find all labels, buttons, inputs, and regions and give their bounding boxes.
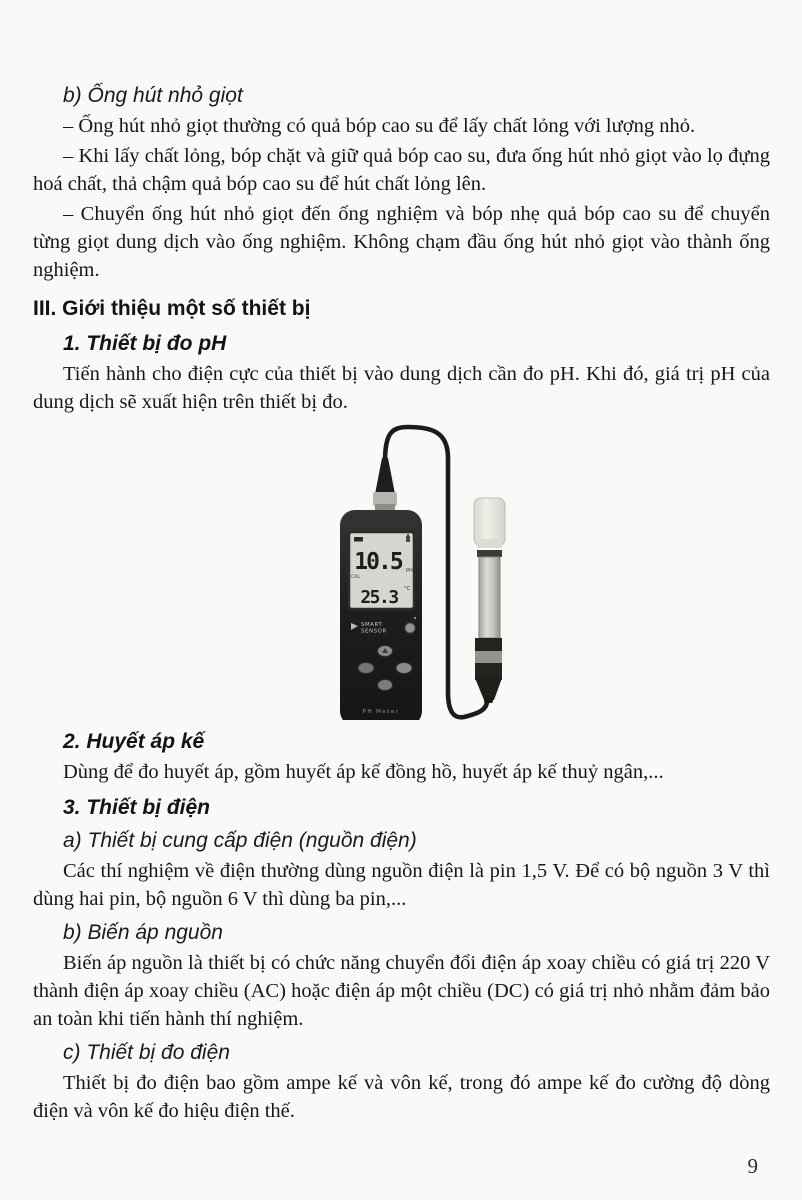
meter-connector-cone — [375, 458, 395, 494]
heading-section-3: III. Giới thiệu một số thiết bị — [33, 297, 311, 320]
probe-tip — [484, 697, 493, 703]
heading-blood-pressure: 2. Huyết áp kế — [63, 730, 205, 753]
dpad-right-button — [396, 663, 412, 674]
heading-measuring: c) Thiết bị đo điện — [63, 1041, 230, 1064]
probe-cap-ring — [477, 550, 502, 557]
probe-glass-tube — [479, 557, 500, 638]
lcd-cal-label: CAL — [351, 575, 360, 580]
heading-ph-meter: 1. Thiết bị đo pH — [63, 332, 227, 355]
heading-transformer: b) Biến áp nguồn — [63, 921, 223, 944]
paragraph-power-supply: Các thí nghiệm về điện thường dùng nguồn điện là pin 1,5 V. Để có bộ nguồn 3 V thì dùng hai pin, bộ nguồn 6 V thì dùng ba pin,... — [33, 860, 770, 910]
figure-ph-meter — [288, 420, 588, 720]
probe-electrode — [474, 498, 505, 703]
lcd-ph-value: 10.5 — [354, 549, 402, 575]
lcd-temp-value: 25.3 — [360, 587, 398, 608]
power-indicator-dot — [414, 617, 416, 619]
paragraph-pipette-1: – Ống hút nhỏ giọt thường có quả bóp cao su để lấy chất lỏng với lượng nhỏ. — [63, 115, 696, 137]
heading-power-supply: a) Thiết bị cung cấp điện (nguồn điện) — [63, 829, 417, 852]
power-button — [405, 623, 415, 633]
probe-cap-lip — [477, 539, 502, 548]
probe-connector-taper — [475, 678, 502, 700]
paragraph-pipette-2: – Khi lấy chất lỏng, bóp chặt và giữ quả bóp cao su, đưa ống hút nhỏ giọt vào lọ đựng hoá chất, thả chậm quả bóp cao su để hút chất lỏng lên. — [33, 145, 770, 195]
brand-line2: SENSOR — [361, 628, 387, 635]
paragraph-ph-meter: Tiến hành cho điện cực của thiết bị vào dung dịch cần đo pH. Khi đó, giá trị pH của dung dịch sẽ xuất hiện trên thiết bị đo. — [33, 363, 770, 413]
paragraph-blood-pressure: Dùng để đo huyết áp, gồm huyết áp kế đồng hồ, huyết áp kế thuỷ ngân,... — [63, 761, 664, 783]
lcd-ph-unit: PH — [406, 568, 413, 574]
paragraph-transformer: Biến áp nguồn là thiết bị có chức năng chuyển đổi điện áp xoay chiều có giá trị 220 V thành điện áp xoay chiều (AC) hoặc điện áp một chiều (DC) có giá trị nhỏ nhằm đảm bảo an toàn khi tiến hành thí nghiệm. — [33, 952, 770, 1030]
lcd-temp-unit: °C — [404, 586, 411, 592]
heading-pipette: b) Ống hút nhỏ giọt — [63, 84, 243, 107]
paragraph-pipette-3: – Chuyển ống hút nhỏ giọt đến ống nghiệm và bóp nhẹ quả bóp cao su để chuyển từng giọt dung dịch vào ống nghiệm. Không chạm đầu ống hút nhỏ giọt vào thành ống nghiệm. — [33, 203, 770, 281]
dpad-down-button — [378, 680, 393, 691]
probe-connector-band — [475, 651, 502, 663]
heading-electrical: 3. Thiết bị điện — [63, 796, 211, 819]
paragraph-measuring: Thiết bị đo điện bao gồm ampe kế và vôn kế, trong đó ampe kế đo cường độ dòng điện và vôn kế đo hiệu điện thế. — [33, 1072, 770, 1122]
meter-model-label: PH Meter — [362, 709, 400, 715]
dpad-left-button — [358, 663, 374, 674]
ph-meter-illustration — [288, 420, 588, 720]
brand-line1: SMART — [361, 622, 383, 628]
page-number: 9 — [747, 1154, 758, 1178]
probe-cap — [474, 498, 505, 546]
battery-icon — [354, 537, 363, 542]
meter-connector-ring — [373, 492, 397, 506]
